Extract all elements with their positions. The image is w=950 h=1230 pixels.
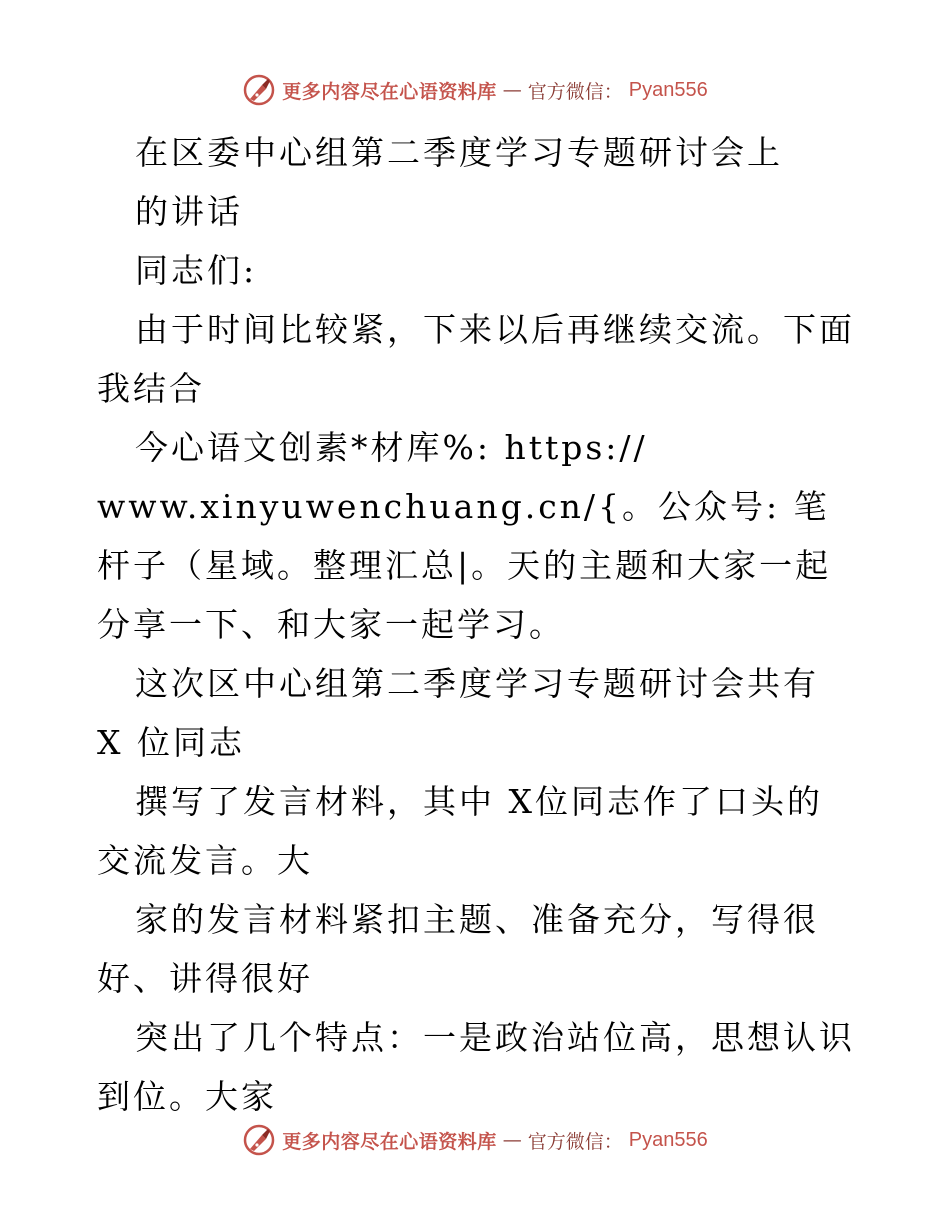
document-body <box>97 123 857 1126</box>
paragraph: 家的发言材料紧扣主题、准备充分，写得很好、讲得很好 <box>97 900 819 998</box>
pen-nib-seal-icon <box>242 1123 276 1157</box>
watermark-handle: Pyan556 <box>628 1128 708 1151</box>
document-title-line-2: 的讲话 <box>135 192 243 231</box>
paragraph: 撰写了发言材料，其中 X位同志作了口头的交流发言。大 <box>97 782 823 880</box>
document-title-line-1: 在区委中心组第二季度学习专题研讨会上 <box>135 133 783 172</box>
watermark-official-label: 官方微信： <box>527 80 623 103</box>
paragraph: 今心语文创素*材库%: https:// <box>135 428 648 467</box>
pen-nib-seal-icon <box>242 73 276 107</box>
paragraph: 由于时间比较紧，下来以后再继续交流。下面我结合 <box>97 310 855 408</box>
watermark-separator: — <box>502 1129 522 1151</box>
paragraph: 突出了几个特点：一是政治站位高，思想认识到位。大家 <box>97 1018 855 1116</box>
header-watermark-banner <box>0 70 950 110</box>
watermark-separator: — <box>502 79 522 101</box>
paragraph: 这次区中心组第二季度学习专题研讨会共有 X 位同志 <box>97 664 833 762</box>
paragraph: www.xinyuwenchuang.cn/{。公众号: 笔杆子（星域。整理汇总|。天的主题和大家一起分享一下、和大家一起学习。 <box>97 487 832 644</box>
watermark-official-label: 官方微信： <box>527 1130 623 1153</box>
footer-watermark-banner <box>0 1120 950 1160</box>
watermark-text: 更多内容尽在心语资料库 <box>282 1130 497 1153</box>
watermark-handle: Pyan556 <box>628 78 708 101</box>
watermark-text: 更多内容尽在心语资料库 <box>282 80 497 103</box>
salutation: 同志们: <box>135 251 258 290</box>
